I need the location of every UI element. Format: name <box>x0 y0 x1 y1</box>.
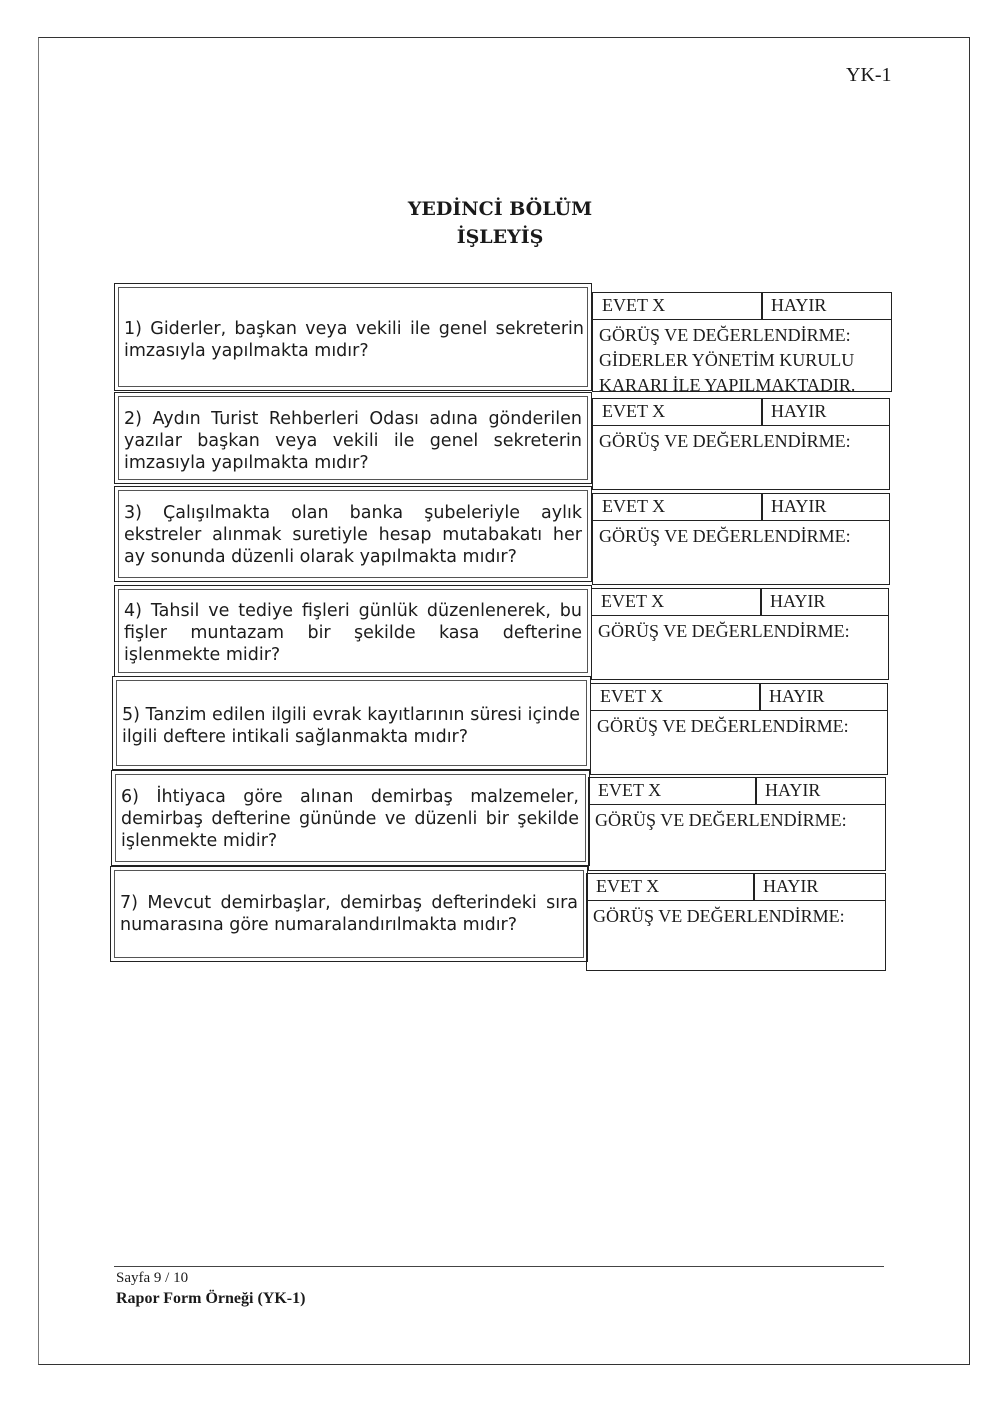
evet-option[interactable]: EVET X <box>602 401 666 421</box>
evet-option[interactable]: EVET X <box>602 496 666 516</box>
gorus-label: GÖRÜŞ VE DEĞERLENDİRME: <box>597 716 849 736</box>
form-name: Rapor Form Örneği (YK-1) <box>116 1290 306 1307</box>
evet-option[interactable]: EVET X <box>596 876 660 896</box>
page-number: Sayfa 9 / 10 <box>116 1270 189 1286</box>
form-code: YK-1 <box>846 64 892 86</box>
answer-box <box>588 777 886 871</box>
footer-divider <box>114 1266 884 1267</box>
question-text: 6) İhtiyaca göre alınan demirbaş malzemeler, demirbaş defterine gününde ve düzenli bir şekilde işlenmekte midir? <box>121 787 579 851</box>
hayir-option[interactable]: HAYIR <box>770 591 826 611</box>
question-text: 1) Giderler, başkan veya vekili ile genel sekreterin imzasıyla yapılmakta mıdır? <box>124 319 584 361</box>
gorus-label: GÖRÜŞ VE DEĞERLENDİRME: <box>599 431 851 451</box>
answer-box <box>591 588 889 680</box>
evet-option[interactable]: EVET X <box>601 591 665 611</box>
answer-box <box>586 873 886 971</box>
question-text: 3) Çalışılmakta olan banka şubeleriyle aylık ekstreler alınmak suretiyle hesap mutabakatı her ay sonunda düzenli olarak yapılmakta mıdır? <box>124 503 582 567</box>
hayir-option[interactable]: HAYIR <box>771 401 827 421</box>
hayir-option[interactable]: HAYIR <box>763 876 819 896</box>
question-text: 4) Tahsil ve tediye fişleri günlük düzenlenerek, bu fişler muntazam bir şekilde kasa defterine işlenmekte midir? <box>124 601 582 665</box>
gorus-text[interactable]: GİDERLER YÖNETİM KURULU <box>599 350 855 370</box>
gorus-label: GÖRÜŞ VE DEĞERLENDİRME: <box>599 526 851 546</box>
gorus-label: GÖRÜŞ VE DEĞERLENDİRME: <box>593 906 845 926</box>
answer-box <box>590 683 888 775</box>
question-text: 7) Mevcut demirbaşlar, demirbaş defterindeki sıra numarasına göre numaralandırılmakta mıdır? <box>120 893 578 935</box>
section-title: YEDİNCİ BÖLÜM <box>407 198 593 220</box>
answer-box <box>592 292 892 395</box>
hayir-option[interactable]: HAYIR <box>771 496 827 516</box>
evet-option[interactable]: EVET X <box>598 780 662 800</box>
evet-option[interactable]: EVET X <box>600 686 664 706</box>
question-text: 2) Aydın Turist Rehberleri Odası adına gönderilen yazılar başkan veya vekili ile genel sekreterin imzasıyla yapılmakta mıdır? <box>124 409 582 473</box>
gorus-label: GÖRÜŞ VE DEĞERLENDİRME: <box>595 810 847 830</box>
gorus-label: GÖRÜŞ VE DEĞERLENDİRME: <box>598 621 850 641</box>
evet-option[interactable]: EVET X <box>602 295 666 315</box>
gorus-label: GÖRÜŞ VE DEĞERLENDİRME: <box>599 325 851 345</box>
question-text: 5) Tanzim edilen ilgili evrak kayıtlarının süresi içinde ilgili deftere intikali sağlanmakta mıdır? <box>122 705 580 747</box>
gorus-text[interactable]: KARARI İLE YAPILMAKTADIR. <box>599 375 856 395</box>
answer-box <box>592 398 890 490</box>
hayir-option[interactable]: HAYIR <box>769 686 825 706</box>
answer-box <box>592 493 890 585</box>
section-subtitle: İŞLEYİŞ <box>456 226 544 248</box>
hayir-option[interactable]: HAYIR <box>771 295 827 315</box>
hayir-option[interactable]: HAYIR <box>765 780 821 800</box>
